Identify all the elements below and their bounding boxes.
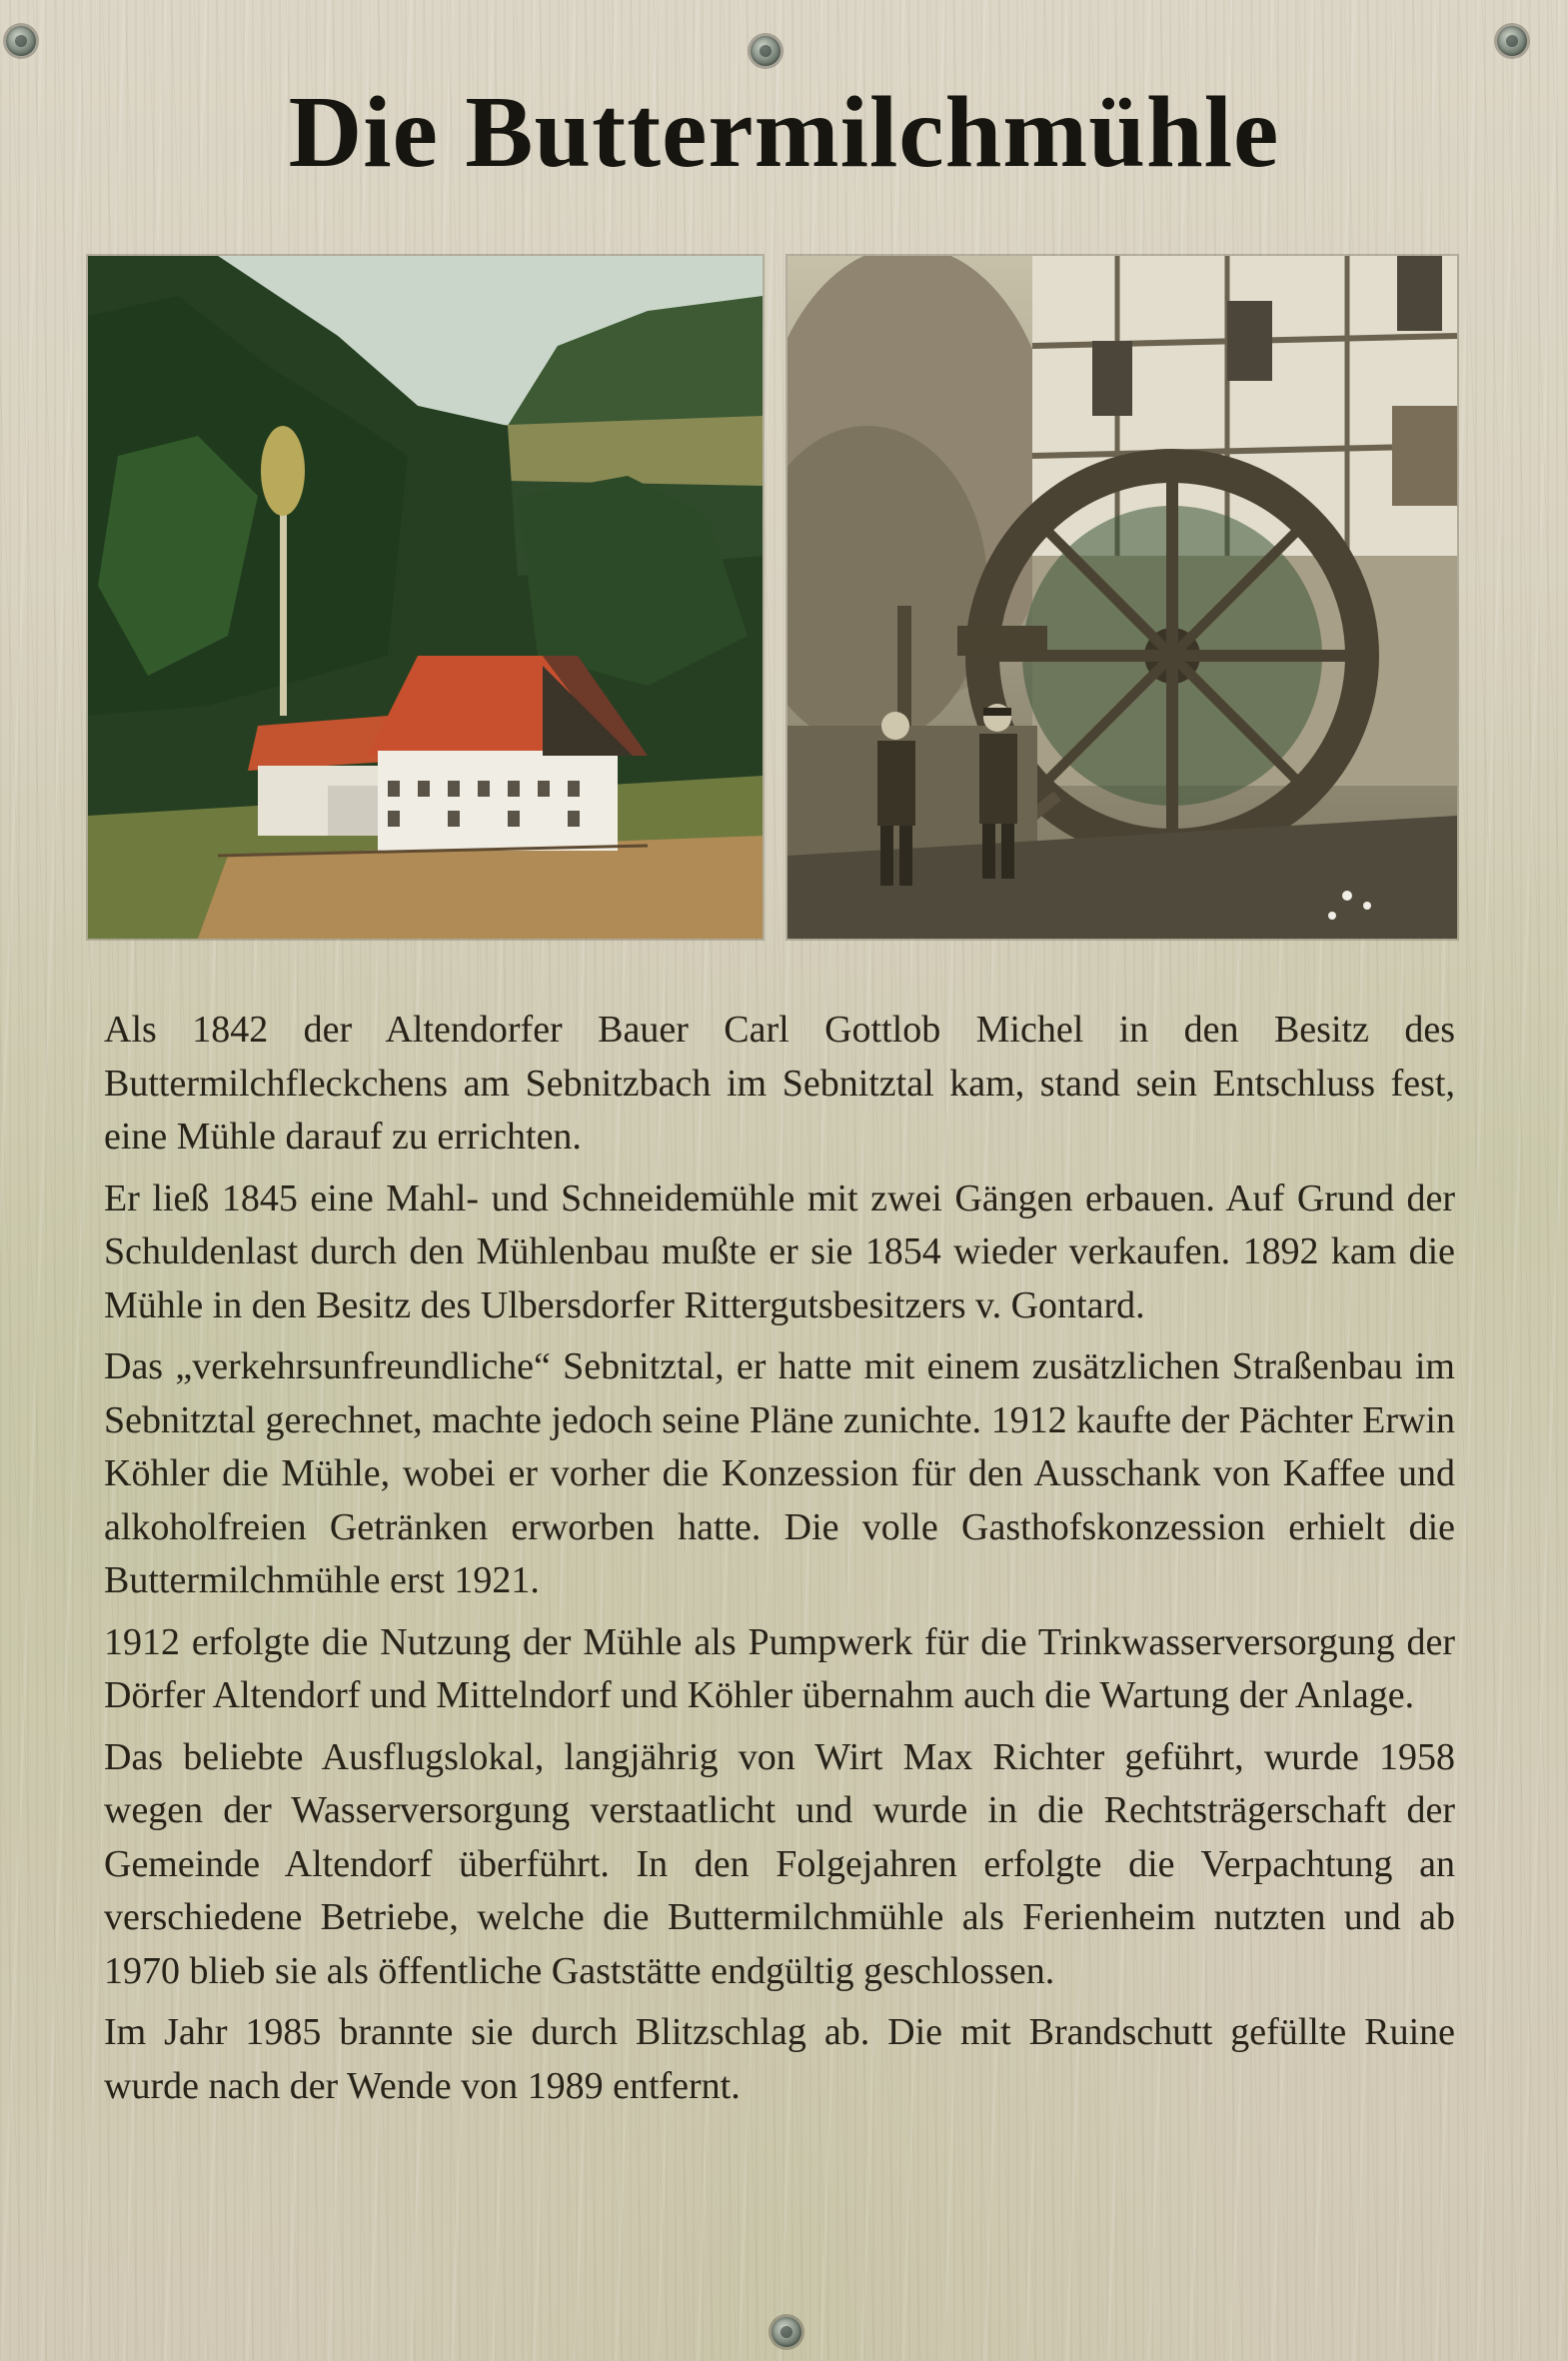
paragraph-1845: Er ließ 1845 eine Mahl- und Schneidemühle mit zwei Gängen erbauen. Auf Grund der Schuldenlast durch den Mühlenbau mußte er sie 1854 wieder verkaufen. 1892 kam die Mühle in den Besitz des Ulbersdorfer Rittergutsbesitzers v. Gontard. [104, 1177, 1455, 1326]
waterwheel-illustration [787, 256, 1457, 939]
mill-postcard-illustration [88, 256, 763, 939]
paragraph-1842: Als 1842 der Altendorfer Bauer Carl Gottlob Michel in den Besitz des Buttermilchfleckchens am Sebnitzbach im Sebnitztal kam, stand sein Entschluss fest, eine Mühle darauf zu errichten. [104, 1009, 1455, 1158]
photo-historic-mill-postcard [88, 256, 763, 939]
paragraph-ausflugslokal: Das beliebte Ausflugslokal, langjährig von Wirt Max Richter geführt, wurde 1958 wegen der Wasserversorgung verstaatlicht und wurde in die Rechtsträgerschaft der Gemeinde Altendorf überführt. In den Folgejahren erfolgte die Verpachtung an verschiedene Betriebe, welche die Buttermilchmühle als Ferienheim nutzten und ab 1970 blieb sie als öffentliche Gaststätte endgültig geschlossen. [104, 1735, 1455, 1992]
screw-top-left [6, 26, 36, 56]
history-text [104, 1004, 1455, 2121]
sign-title: Die Buttermilchmühle [288, 76, 1280, 189]
paragraph-1985: Im Jahr 1985 brannte sie durch Blitzschlag ab. Die mit Brandschutt gefüllte Ruine wurde nach der Wende von 1989 entfernt. [104, 2011, 1455, 2107]
photo-historic-waterwheel [787, 256, 1457, 939]
screw-top-center [751, 36, 781, 66]
paragraph-sebnitztal: Das „verkehrsunfreundliche“ Sebnitztal, er hatte mit einem zusätzlichen Straßenbau im Sebnitztal gerechnet, machte jedoch seine Pläne zunichte. 1912 kaufte der Pächter Erwin Köhler die Mühle, wobei er vorher die Konzession für den Ausschank von Kaffee und alkoholfreien Getränken erworben hatte. Die volle Gasthofskonzession erhielt die Buttermilchmühle erst 1921. [104, 1345, 1455, 1601]
screw-top-right [1497, 26, 1527, 56]
screw-bottom-center [772, 2317, 801, 2347]
paragraph-pumpwerk: 1912 erfolgte die Nutzung der Mühle als Pumpwerk für die Trinkwasserversorgung der Dörfer Altendorf und Mittelndorf und Köhler übernahm auch die Wartung der Anlage. [104, 1620, 1455, 1716]
